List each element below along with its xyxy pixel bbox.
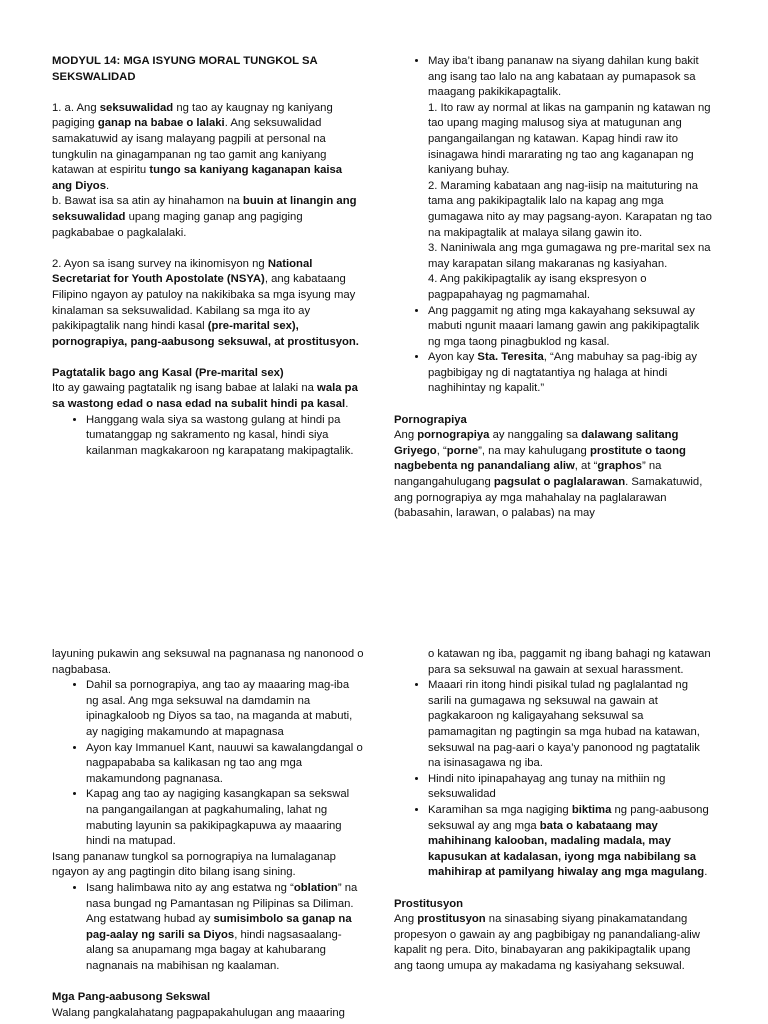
bold-text: sumisimbolo sa ganap na pag-aalay ng sarili sa Diyos bbox=[86, 913, 352, 941]
view-item-3: 3. Naniniwala ang mga gumagawa ng pre-marital sex na may karapatan silang makaranas ng kasiyahan. bbox=[428, 242, 711, 270]
bold-text: bata o kabataang may mahihinang kalooban, madaling madala, may kapusukan at kadalasan, iyong mga nabibilang sa mahihirap at pamilyang hiwalay ang mga magulang bbox=[428, 819, 705, 879]
bullet-item bbox=[428, 350, 712, 397]
bullet-item bbox=[86, 787, 364, 849]
document-page-2 bbox=[0, 640, 768, 1024]
sexuality-bullet-list bbox=[394, 304, 712, 398]
text-run: Dahil sa pornograpiya, ang tao ay maaaring mag-iba ng asal. Ang mga seksuwal na damdamin na ipinagkaloob ng Diyos sa tao, na maganda at mabuti, ay nagiging makamundo at mapagnasa bbox=[86, 679, 353, 738]
bold-text: porne bbox=[446, 444, 479, 457]
text-run: , “ bbox=[436, 444, 447, 457]
text-run: ” na nangangahulugang bbox=[394, 460, 662, 489]
bold-text: National Secretariat for Youth Apostolate (NSYA) bbox=[52, 257, 313, 286]
bold-text: graphos bbox=[597, 460, 642, 473]
text-run: ng tao ay kaugnay ng kaniyang pagiging bbox=[52, 101, 333, 130]
text-run: Walang pangkalahatang pagpapakahulugan ang maaaring bbox=[52, 1006, 345, 1019]
text-run: Karamihan sa mga nagiging bbox=[428, 803, 572, 816]
text-run: ng pang-aabusong seksuwal ay ang mga bbox=[428, 803, 709, 832]
page-gap bbox=[0, 560, 768, 640]
bullet-item bbox=[86, 413, 364, 460]
bold-text: pagsulat o paglalarawan bbox=[493, 476, 626, 489]
text-run: Ito ay gawaing pagtatalik ng isang babae at lalaki na bbox=[52, 382, 318, 395]
text-run: ” na nasa bungad ng Pamantasan ng Pilipinas sa Diliman. Ang estatwang hubad ay bbox=[86, 881, 358, 926]
text-run: Ayon kay Immanuel Kant, nauuwi sa kawalangdangal o nagpapababa sa kalikasan ng tao ang mga makamundong pagnanasa. bbox=[86, 741, 363, 785]
text-run: na sinasabing siyang pinakamatandang propesyon o gawain ay ang pagbibigay ng panandaliang-aliw kapalit ng pera. Dito, binabayaran ang pakikipagtalik upang ang taong umupa ay makadama ng kasiyahang seksuwal. bbox=[394, 913, 700, 972]
text-run: Kapag ang tao ay nagiging kasangkapan sa sekswal na pangangailangan at pagkahumaling, lahat ng mabuting layunin sa pakikipagkapuwa ay maaaring hindi na matupad. bbox=[86, 788, 350, 848]
bold-text: prostitusyon bbox=[417, 913, 486, 926]
module-title: MODYUL 14: MGA ISYUNG MORAL TUNGKOL SA SEKSWALIDAD bbox=[52, 55, 318, 83]
bold-text: (pre-marital sex), pornograpiya, pang-aabusong seksuwal, at prostitusyon. bbox=[52, 320, 359, 348]
view-item-4: 4. Ang pakikipagtalik ay isang ekspresyon o pagpapahayag ng pagmamahal. bbox=[428, 273, 647, 301]
bullet-item bbox=[428, 678, 712, 772]
bold-text: oblation bbox=[293, 881, 338, 894]
paragraph-1b bbox=[52, 194, 364, 241]
premarital-definition bbox=[52, 381, 364, 412]
text-run: . bbox=[345, 398, 349, 411]
text-run: o katawan ng iba, paggamit ng ibang bahagi ng katawan para sa seksuwal na gawain at sexual harassment. bbox=[428, 648, 711, 676]
paragraph-2 bbox=[52, 257, 364, 351]
art-view-paragraph bbox=[52, 850, 364, 881]
section-heading-premarital: Pagtatalik bago ang Kasal (Pre-marital sex) bbox=[52, 366, 284, 379]
text-run: , hindi nagsasaalang-alang sa anupamang mga bagay at kahubarang nagnanais na mabihisan ng kaalaman. bbox=[86, 928, 342, 972]
prostitution-definition bbox=[394, 912, 712, 974]
abuse-bullet-list bbox=[394, 678, 712, 881]
bold-text: buuin at linangin ang seksuwalidad bbox=[52, 195, 357, 223]
paragraph-1a bbox=[52, 101, 364, 195]
page2-left-column bbox=[52, 647, 364, 1021]
text-run: Ang bbox=[394, 913, 418, 926]
text-run: b. Bawat isa sa atin ay hinahamon na bbox=[52, 195, 243, 208]
oblation-bullet-list bbox=[52, 881, 364, 975]
text-run: layuning pukawin ang seksuwal na pagnanasa ng nanonood o nagbabasa. bbox=[52, 648, 364, 676]
views-bullet-list bbox=[394, 54, 712, 101]
bullet-item bbox=[86, 881, 364, 975]
text-run: ay nanggaling sa bbox=[489, 429, 582, 442]
text-run: , at “ bbox=[574, 460, 598, 473]
text-run: Hindi nito ipinapahayag ang tunay na mithiin ng seksuwalidad bbox=[428, 772, 666, 801]
text-run: . bbox=[106, 179, 110, 192]
text-run: . Samakatuwid, ang pornograpiya ay mga mahahalay na paglalarawan (babasahin, larawan, o palabas) na may bbox=[394, 476, 703, 520]
section-heading-pornography: Pornograpiya bbox=[394, 413, 467, 426]
text-run: , “Ang mabuhay sa pag-ibig ay pagbibigay ng di nagtatantiya ng halaga at hindi naghihintay ng kapalit.” bbox=[428, 351, 697, 395]
view-item-2: 2. Maraming kabataan ang nag-iisip na maituturing na tama ang pakikipagtalik lalo na kapag ang mga gumagawa nito ay may pagsang-ayon. Karapatan ng tao na makipagtalik at malaya silang gawin ito. bbox=[428, 179, 712, 239]
bold-text: Sta. Teresita bbox=[477, 351, 544, 364]
pornography-definition bbox=[394, 428, 712, 522]
premarital-bullet-list bbox=[52, 413, 364, 460]
bullet-item bbox=[86, 678, 364, 740]
text-run: , ang kabataang Filipino ngayon ay patuloy na nakikibaka sa mga isyung may kinalaman sa seksuwalidad. Kabilang sa mga ito ay pakikipagtalik nang hindi kasal bbox=[52, 273, 356, 333]
bullet-item bbox=[86, 741, 364, 788]
bold-text: wala pa sa wastong edad o nasa edad na subalit hindi pa kasal bbox=[52, 382, 358, 411]
bold-text: prostitute o taong nagbebenta ng panandaliang aliw bbox=[394, 444, 686, 473]
text-run: . Ang seksuwalidad samakatuwid ay isang malayang pagpili at personal na tungkulin na ginagampanan ng tao gamit ang kaniyang katawan at espiritu bbox=[52, 117, 327, 177]
text-run: Maaari rin itong hindi pisikal tulad ng paglalantad ng sarili na gumagawa ng seksuwal na gawain at pagkakaroon ng kaligayahang seksuwal sa pamamagitan ng pagtingin sa mga hubad na katawan, seksuwal na pag-aari o kaya’y panonood ng pagtatalik na isinasagawa ng iba. bbox=[428, 679, 700, 770]
text-run: 1. a. Ang bbox=[52, 101, 100, 114]
bullet-item bbox=[428, 304, 712, 351]
text-run: May iba’t ibang pananaw na siyang dahilan kung bakit ang isang tao lalo na ang kabataan ay pumapasok sa maagang pakikikapagtalik. bbox=[428, 55, 699, 99]
text-run: Hanggang wala siya sa wastong gulang at hindi pa tumatanggap ng sakramento ng kasal, hindi siya kailanman magkakaroon ng karapatang makipagtalik. bbox=[86, 413, 354, 457]
bold-text: pornograpiya bbox=[417, 429, 490, 442]
view-item-1: 1. Ito raw ay normal at likas na gampanin ng katawan ng tao upang maging malusog siya at matugunan ang pangangailangan ng katawan. Kapag hindi raw ito isinagawa hindi mararating ng tao ang kaganapan ng kaniyang buhay. bbox=[428, 101, 711, 177]
bold-text: seksuwalidad bbox=[99, 101, 174, 114]
bold-text: biktima bbox=[571, 803, 612, 816]
text-run: Isang halimbawa nito ay ang estatwa ng “ bbox=[86, 881, 294, 894]
page1-right-column bbox=[394, 54, 712, 522]
text-run: Isang pananaw tungkol sa pornograpiya na lumalaganap ngayon ay ang pagtingin dito bilang isang sining. bbox=[52, 850, 336, 879]
text-run: Ayon kay bbox=[428, 351, 478, 364]
bold-text: dalawang salitang Griyego bbox=[394, 429, 679, 457]
text-run: 2. Ayon sa isang survey na ikinomisyon ng bbox=[52, 257, 268, 270]
bullet-item bbox=[428, 772, 712, 803]
bullet-item bbox=[428, 803, 712, 881]
section-heading-sexual-abuse: Mga Pang-aabusong Sekswal bbox=[52, 991, 211, 1004]
text-run: Ang bbox=[394, 429, 418, 442]
sexual-abuse-intro bbox=[52, 1006, 364, 1022]
section-heading-prostitution: Prostitusyon bbox=[394, 897, 464, 910]
page2-right-column bbox=[394, 647, 712, 974]
text-run: ”, na may kahulugang bbox=[478, 444, 590, 457]
views-numbered-list bbox=[394, 101, 712, 304]
text-run: . bbox=[704, 866, 708, 879]
abuse-continued bbox=[394, 647, 712, 678]
bold-text: tungo sa kaniyang kaganapan kaisa ang Diyos bbox=[52, 164, 343, 192]
views-bullet bbox=[428, 54, 712, 101]
text-run: Ang paggamit ng ating mga kakayahang seksuwal ay mabuti ngunit maaari lamang gawin ang pakikipagtalik ng mga taong pinagbuklod ng kasal. bbox=[428, 304, 700, 348]
pornography-continued bbox=[52, 647, 364, 678]
pornography-effects-list bbox=[52, 678, 364, 850]
text-run: upang maging ganap ang pagiging pagkababae o pagkalalaki. bbox=[52, 210, 303, 239]
bold-text: ganap na babae o lalaki bbox=[97, 117, 225, 130]
page1-left-column bbox=[52, 54, 364, 459]
